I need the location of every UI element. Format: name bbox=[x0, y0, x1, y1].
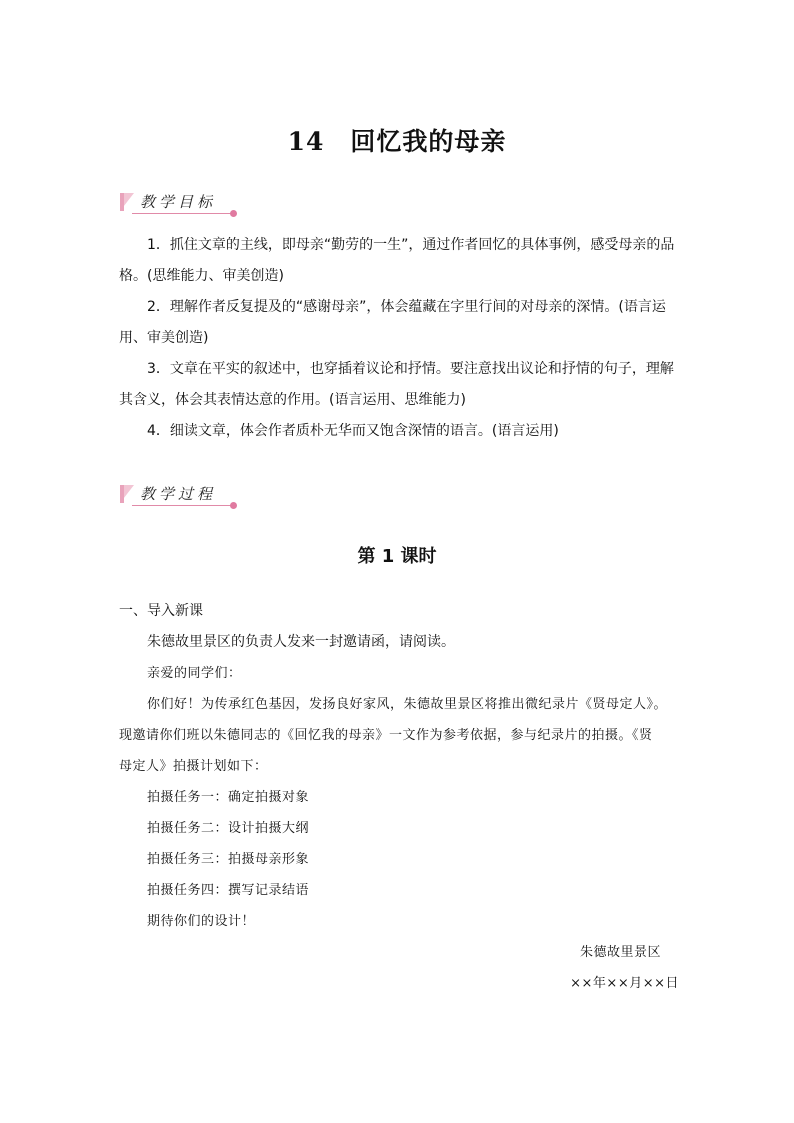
letter-closing: 期待你们的设计！ bbox=[147, 914, 256, 929]
section-heading: 一、导入新课 bbox=[119, 603, 203, 619]
lesson-title: 第 1 课时 bbox=[357, 546, 437, 567]
letter-signature: 朱德故里景区 bbox=[579, 945, 661, 960]
section-label: 教学目标 bbox=[140, 193, 217, 211]
lesson-body bbox=[119, 596, 679, 999]
goal-line: 格。(思维能力、审美创造) bbox=[119, 268, 284, 284]
goal-line: 4．细读文章，体会作者质朴无华而又饱含深情的语言。(语言运用) bbox=[147, 423, 559, 439]
intro-text: 朱德故里景区的负责人发来一封邀请函，请阅读。 bbox=[147, 634, 455, 650]
task-item: 拍摄任务四：撰写记录结语 bbox=[147, 883, 310, 898]
goal-line: 其含义，体会其表情达意的作用。(语言运用、思维能力) bbox=[119, 392, 466, 408]
task-item: 拍摄任务二：设计拍摄大纲 bbox=[147, 821, 310, 836]
task-item: 拍摄任务一：确定拍摄对象 bbox=[147, 790, 310, 805]
letter-line: 母定人》拍摄计划如下： bbox=[119, 759, 268, 774]
goal-line: 3．文章在平实的叙述中，也穿插着议论和抒情。要注意找出议论和抒情的句子，理解 bbox=[147, 361, 674, 377]
section-label: 教学过程 bbox=[140, 485, 217, 503]
section-header-process bbox=[120, 485, 235, 511]
header-dot-icon bbox=[230, 210, 237, 217]
goal-line: 用、审美创造) bbox=[119, 330, 209, 346]
goal-line: 1．抓住文章的主线，即母亲“勤劳的一生”，通过作者回忆的具体事例，感受母亲的品 bbox=[147, 237, 675, 253]
task-item: 拍摄任务三：拍摄母亲形象 bbox=[147, 852, 310, 867]
letter-line: 你们好！为传承红色基因，发扬良好家风，朱德故里景区将推出微纪录片《贤母定人》。 bbox=[147, 697, 668, 712]
section-header-goals bbox=[120, 193, 235, 219]
goal-line: 2．理解作者反复提及的“感谢母亲”，体会蕴藏在字里行间的对母亲的深情。(语言运 bbox=[147, 299, 666, 315]
page-title bbox=[0, 122, 794, 158]
teaching-goals bbox=[119, 230, 689, 447]
lesson-number: 14 bbox=[287, 127, 325, 156]
letter-greeting: 亲爱的同学们： bbox=[147, 666, 242, 681]
letter-line: 现邀请你们班以朱德同志的《回忆我的母亲》一文作为参考依据，参与纪录片的拍摄。《贤 bbox=[119, 728, 653, 743]
header-dot-icon bbox=[230, 502, 237, 509]
letter-date: ××年××月××日 bbox=[570, 976, 679, 991]
lesson-name: 回忆我的母亲 bbox=[350, 127, 507, 156]
